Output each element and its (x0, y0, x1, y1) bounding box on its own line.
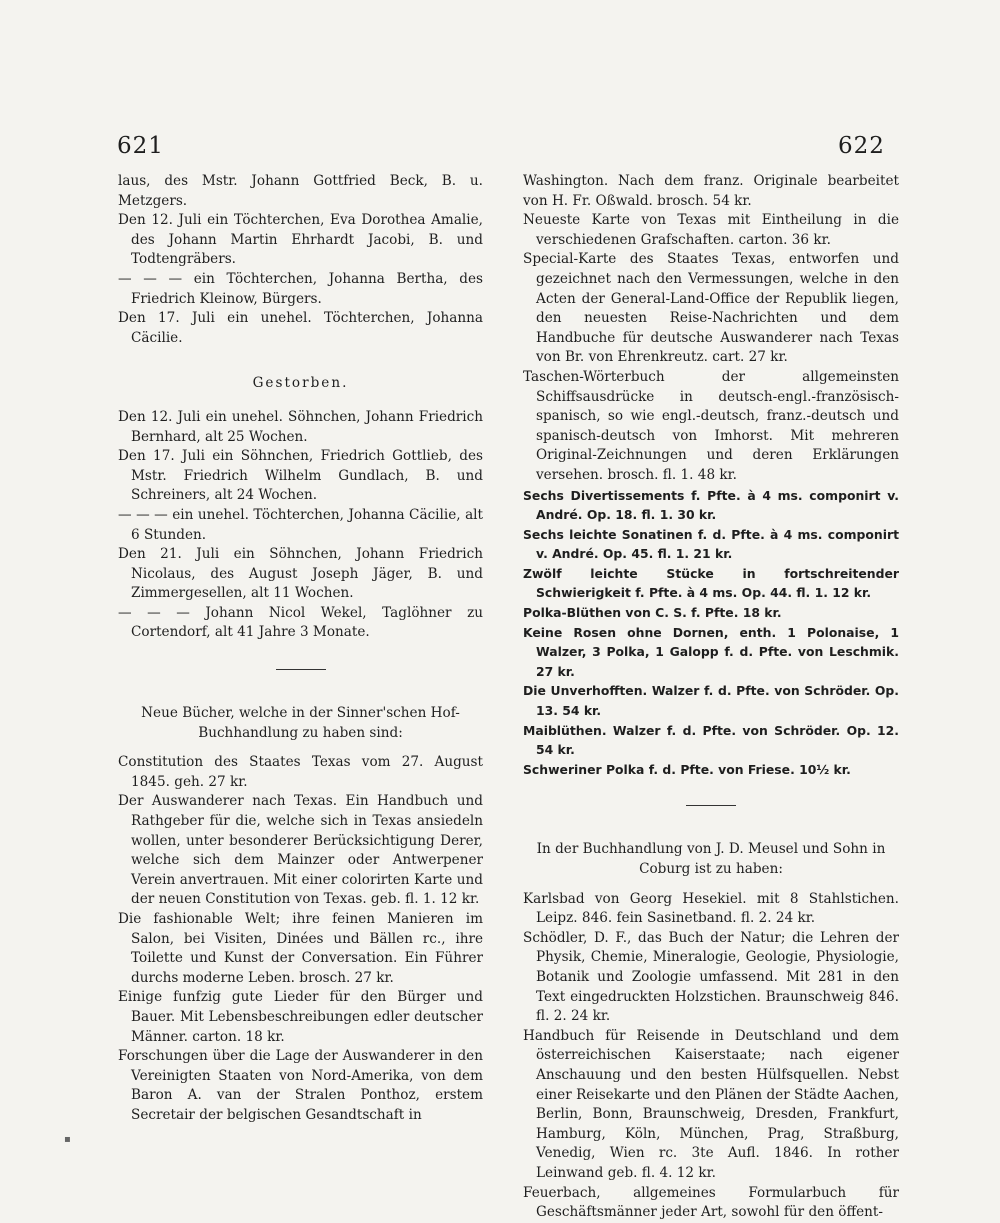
text-entry: Schweriner Polka f. d. Pfte. von Friese. 10½ kr. (523, 761, 851, 777)
text-entry: Einige funfzig gute Lieder für den Bürger und Bauer. Mit Lebensbeschreibungen edler deutscher Männer. carton. 18 kr. (118, 989, 483, 1045)
text-entry: — — — ein Töchterchen, Johanna Bertha, des Friedrich Kleinow, Bürgers. (118, 270, 483, 307)
text-entry: Zwölf leichte Stücke in fortschreitender Schwierigkeit f. Pfte. à 4 ms. Op. 44. fl. 1. 12 kr. (523, 565, 899, 601)
section-divider (686, 805, 736, 806)
text-entry: Den 17. Juli ein Söhnchen, Friedrich Gottlieb, des Mstr. Friedrich Wilhelm Gundlach, B. und Schreiners, alt 24 Wochen. (118, 448, 483, 504)
text-entry: Forschungen über die Lage der Auswanderer in den Vereinigten Staaten von Nord-Amerika, von dem Baron A. van der Stralen Ponthoz, erstem Secretair der belgischen Gesandtschaft in (118, 1048, 483, 1123)
text-entry: Constitution des Staates Texas vom 27. August 1845. geh. 27 kr. (118, 754, 483, 790)
text-entry: — — — Johann Nicol Wekel, Taglöhner zu Cortendorf, alt 41 Jahre 3 Monate. (118, 604, 483, 641)
text-entry: Den 12. Juli ein unehel. Söhnchen, Johann Friedrich Bernhard, alt 25 Wochen. (118, 408, 483, 445)
section-heading: Neue Bücher, welche in der Sinner'schen Hof-Buchhandlung zu haben sind: (141, 705, 460, 741)
text-entry: Keine Rosen ohne Dornen, enth. 1 Polonaise, 1 Walzer, 3 Polka, 1 Galopp f. d. Pfte. von Leschmik. 27 kr. (523, 624, 899, 679)
text-entry: Sechs Divertissements f. Pfte. à 4 ms. componirt v. André. Op. 18. fl. 1. 30 kr. (523, 487, 899, 523)
text-entry: Sechs leichte Sonatinen f. d. Pfte. à 4 ms. componirt v. André. Op. 45. fl. 1. 21 kr. (523, 526, 899, 562)
page-number-left: 621 (117, 133, 164, 159)
text-entry: — — — ein unehel. Töchterchen, Johanna Cäcilie, alt 6 Stunden. (118, 506, 483, 543)
page-number-right: 622 (838, 133, 885, 159)
text-entry: Die fashionable Welt; ihre feinen Manieren im Salon, bei Visiten, Dinées und Bällen rc., ihre Toilette und Kunst der Conversation. Ein Führer durchs moderne Leben. brosch. 27 kr. (118, 911, 483, 986)
section-heading: In der Buchhandlung von J. D. Meusel und Sohn in Coburg ist zu haben: (536, 841, 886, 877)
text-entry: Handbuch für Reisende in Deutschland und dem österreichischen Kaiserstaate; nach eigener Anschauung und den besten Hülfsquellen. Nebst einer Reisekarte und den Plänen der Städte Aachen, Berlin, Bonn, Braunschweig, Dresden, Frankfurt, Hamburg, Köln, München, Prag, Straßburg, Venedig, Wien rc. 3te Aufl. 1846. In rother Leinwand geb. fl. 4. 12 kr. (523, 1027, 899, 1181)
text-entry: Karlsbad von Georg Hesekiel. mit 8 Stahlstichen. Leipz. 846. fein Sasinetband. fl. 2. 24 kr. (523, 890, 899, 927)
right-column (523, 172, 899, 1223)
left-column (118, 172, 483, 1126)
text-entry: Maiblüthen. Walzer f. d. Pfte. von Schröder. Op. 12. 54 kr. (523, 722, 899, 758)
section-heading: Gestorben. (252, 375, 349, 392)
section-divider (276, 669, 326, 670)
scan-speck: ▪ (64, 1134, 71, 1145)
text-entry: Feuerbach, allgemeines Formularbuch für Geschäftsmänner jeder Art, sowohl für den öffent- (523, 1184, 899, 1221)
text-entry: Den 17. Juli ein unehel. Töchterchen, Johanna Cäcilie. (118, 310, 483, 346)
text-entry: Neueste Karte von Texas mit Eintheilung in die verschiedenen Grafschaften. carton. 36 kr. (523, 212, 899, 248)
text-entry: Taschen-Wörterbuch der allgemeinsten Schiffsausdrücke in deutsch-engl.-französisch-spanisch, so wie engl.-deutsch, franz.-deutsch und spanisch-deutsch von Imhorst. Mit mehreren Original-Zeichnungen und deren Erklärungen versehen. brosch. fl. 1. 48 kr. (523, 368, 899, 483)
text-entry: Washington. Nach dem franz. Originale bearbeitet von H. Fr. Oßwald. brosch. 54 kr. (523, 173, 899, 209)
text-entry: Der Auswanderer nach Texas. Ein Handbuch und Rathgeber für die, welche sich in Texas ansiedeln wollen, unter besonderer Berücksichtigung Derer, welche sich dem Mainzer oder Antwerpener Verein anvertrauen. Mit einer colorirten Karte und der neuen Constitution von Texas. geb. fl. 1. 12 kr. (118, 793, 483, 908)
text-entry: Den 21. Juli ein Söhnchen, Johann Friedrich Nicolaus, des August Joseph Jäger, B. und Zimmergesellen, alt 11 Wochen. (118, 546, 483, 602)
text-entry: Die Unverhofften. Walzer f. d. Pfte. von Schröder. Op. 13. 54 kr. (523, 683, 899, 719)
text-entry: Polka-Blüthen von C. S. f. Pfte. 18 kr. (523, 605, 782, 621)
text-entry: Schödler, D. F., das Buch der Natur; die Lehren der Physik, Chemie, Mineralogie, Geologie, Physiologie, Botanik und Zoologie umfassend. Mit 281 in den Text eingedruckten Holzstichen. Braunschweig 846. fl. 2. 24 kr. (523, 929, 899, 1025)
text-entry: Special-Karte des Staates Texas, entworfen und gezeichnet nach den Vermessungen, welche in den Acten der General-Land-Office der Republik liegen, den neuesten Reise-Nachrichten und dem Handbuche für deutsche Auswanderer nach Texas von Br. von Ehrenkreutz. cart. 27 kr. (523, 251, 899, 366)
text-entry: Den 12. Juli ein Töchterchen, Eva Dorothea Amalie, des Johann Martin Ehrhardt Jacobi, B. und Todtengräbers. (118, 212, 483, 268)
text-entry: laus, des Mstr. Johann Gottfried Beck, B. u. Metzgers. (118, 173, 483, 209)
